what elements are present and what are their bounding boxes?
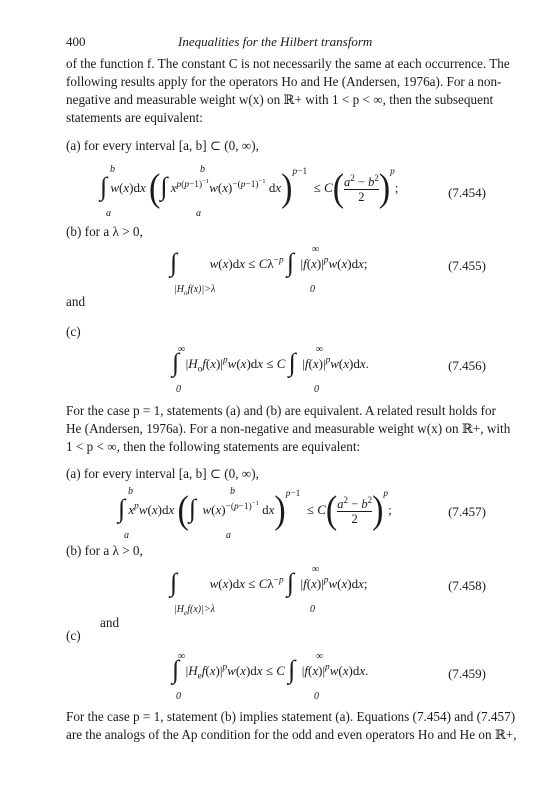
equation-number-7458: (7.458)	[448, 578, 486, 593]
part1-c-label: (c)	[66, 324, 81, 339]
equation-7456: ∫ ∞ 0 $|H_of(x)|^pw(x)dx \le C$ ∫ ∞ 0 $|f(x)|^pw(x)dx$.	[172, 344, 369, 395]
equation-number-7459: (7.459)	[448, 666, 486, 681]
equation-7454: ∫ b a w(x)dx (∫ b a $x^{p(p-1)^{-1}}w(x)^{-(p-1)^{-1}}$ dx)$^{p-1}$ ≤ C( $\frac{a^2 - b^2}{2}$ )$^p$;	[100, 164, 399, 219]
equation-number-7454: (7.454)	[448, 185, 486, 200]
para3-line-2: are the analogs of the Ap condition for the odd and even operators Ho and He on ℝ+,	[66, 727, 517, 742]
equation-7459: ∫ ∞ 0 $|H_ef(x)|^pw(x)dx \le C$ ∫ ∞ 0 $|f(x)|^pw(x)dx$.	[172, 651, 369, 702]
page-number: 400	[66, 34, 86, 49]
para1-line-2: following results apply for the operators Ho and He (Andersen, 1976a). For a non-	[66, 74, 502, 89]
equation-7457: ∫ b a $x^pw(x)dx$ (∫ b a $w(x)^{-(p-1)^{-1}}$ dx)$^{p-1}$ ≤ C( $\frac{a^2 - b^2}{2}$ )$^p$;	[118, 486, 392, 541]
part1-and-label: and	[66, 294, 86, 309]
equation-number-7455: (7.455)	[448, 258, 486, 273]
para1-line-4: statements are equivalent:	[66, 110, 203, 125]
part2-a-label: (a) for every interval [a, b] ⊂ (0, ∞),	[66, 466, 259, 481]
para1-line-1: of the function f. The constant C is not necessarily the same at each occurrence. The	[66, 56, 510, 71]
part2-and-label: and	[100, 615, 120, 630]
running-title: Inequalities for the Hilbert transform	[178, 34, 373, 49]
equation-number-7456: (7.456)	[448, 358, 486, 373]
para2-line-3: 1 < p < ∞, then the following statements are equivalent:	[66, 439, 361, 454]
part2-c-label: (c)	[66, 628, 81, 643]
equation-7455: ∫ $|H_of(x)|>\lambda$ $w(x)dx \le C\lambda^{-p}$ ∫ ∞ 0 $|f(x)|^pw(x)dx$;	[170, 244, 368, 297]
part1-a-label: (a) for every interval [a, b] ⊂ (0, ∞),	[66, 138, 259, 153]
part2-b-label: (b) for a λ > 0,	[66, 543, 143, 558]
equation-7458: ∫ $|H_ef(x)|>\lambda$ $w(x)dx \le C\lambda^{-p}$ ∫ ∞ 0 $|f(x)|^pw(x)dx$;	[170, 564, 368, 617]
para2-line-2: He (Andersen, 1976a). For a non-negative and measurable weight w(x) on ℝ+, with	[66, 421, 511, 436]
para1-line-3: negative and measurable weight w(x) on ℝ+ with 1 < p < ∞, then the subsequent	[66, 92, 494, 107]
part1-b-label: (b) for a λ > 0,	[66, 224, 143, 239]
para2-line-1: For the case p = 1, statements (a) and (b) are equivalent. A related result holds for	[66, 403, 497, 418]
para3-line-1: For the case p = 1, statement (b) implies statement (a). Equations (7.454) and (7.457)	[66, 709, 516, 724]
equation-number-7457: (7.457)	[448, 504, 486, 519]
